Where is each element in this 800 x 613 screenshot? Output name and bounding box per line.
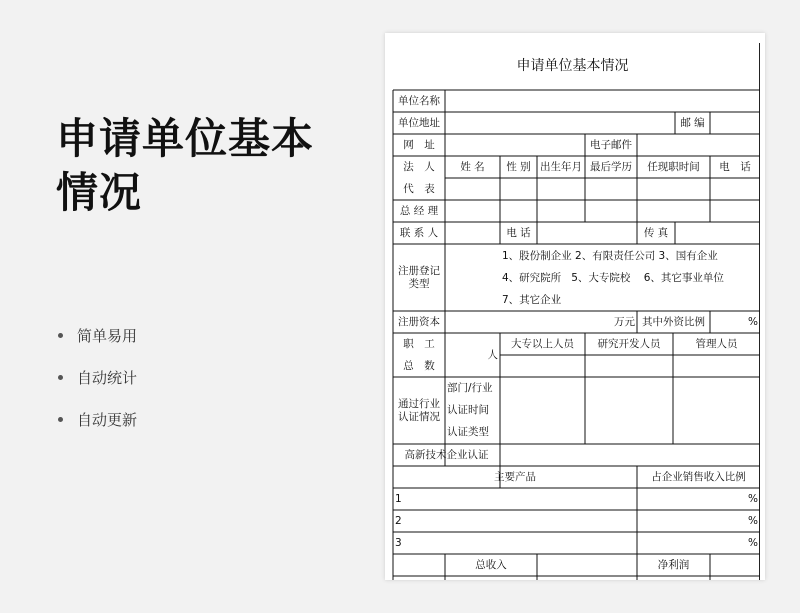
unit-name-label: 单位名称: [398, 94, 440, 107]
bullet-dot-icon: [58, 333, 63, 338]
cert-type-label: 认证类型: [447, 425, 489, 438]
fax-label: 传 真: [643, 226, 669, 239]
feature-label: 自动统计: [77, 368, 138, 387]
rnd-header: 研究开发人员: [597, 337, 661, 350]
position-time-header: 任现职时间: [647, 160, 700, 173]
birth-header: 出生年月: [540, 160, 582, 173]
unit-address-label: 单位地址: [398, 116, 440, 129]
main-products-header: 主要产品: [494, 470, 536, 483]
feature-item: [58, 356, 137, 398]
bullet-dot-icon: [58, 375, 63, 380]
email-label: 电子邮件: [590, 138, 632, 151]
unit-name-field[interactable]: [445, 90, 760, 112]
product-row-number: 2: [395, 514, 402, 527]
total-income-label: 总收入: [475, 558, 507, 571]
feature-item: [58, 314, 137, 356]
ren-unit: 人: [487, 348, 498, 361]
name-header: 姓 名: [460, 160, 485, 173]
hitech-label: 高新技术企业认证: [404, 448, 489, 461]
cert-label: 通过行业 认证情况: [398, 397, 440, 423]
dept-label: 部门/行业: [447, 381, 493, 394]
feature-label: 自动更新: [77, 410, 138, 429]
phone-header: 电 话: [719, 160, 751, 173]
reg-option-line: 1、股份制企业 2、有限责任公司 3、国有企业: [502, 249, 718, 262]
reg-option-line: 7、其它企业: [502, 293, 562, 306]
percent-unit: %: [748, 315, 758, 328]
product-percent-unit: %: [748, 536, 758, 549]
contact-phone-label: 电 话: [506, 226, 531, 239]
legal-rep-label: 法 人: [403, 160, 435, 173]
form-title: 申请单位基本情况: [516, 58, 629, 74]
unit-address-field[interactable]: [445, 112, 675, 134]
product-row-number: 3: [395, 536, 402, 549]
gender-header: 性 别: [506, 160, 531, 173]
feature-item: [58, 398, 137, 440]
reg-option-line: 4、研究院所 5、大专院校 6、其它事业单位: [502, 271, 724, 284]
reg-capital-label: 注册资本: [398, 315, 440, 328]
slide-title: 申请单位基本情况: [56, 114, 315, 217]
form-document: [385, 33, 765, 580]
staff-label: 职 工: [403, 337, 435, 350]
website-label: 网 址: [403, 138, 435, 151]
bullet-dot-icon: [58, 417, 63, 422]
staff-label: 总 数: [403, 359, 435, 372]
cert-time-label: 认证时间: [447, 403, 489, 416]
postcode-field[interactable]: [710, 112, 760, 134]
net-profit-label: 净利润: [657, 558, 690, 571]
general-manager-label: 总 经 理: [399, 204, 439, 217]
college-header: 大专以上人员: [511, 337, 574, 350]
postcode-label: 邮 编: [680, 116, 705, 129]
legal-rep-label: 代 表: [403, 182, 435, 195]
foreign-ratio-label: 其中外资比例: [642, 315, 705, 328]
feature-list: [58, 314, 137, 440]
wan-yuan-unit: 万元: [614, 315, 635, 328]
product-row-number: 1: [395, 492, 402, 505]
contact-label: 联 系 人: [399, 226, 439, 239]
product-percent-unit: %: [748, 514, 758, 527]
reg-type-label: 注册登记 类型: [398, 264, 440, 290]
feature-label: 简单易用: [77, 326, 138, 345]
product-percent-unit: %: [748, 492, 758, 505]
website-field[interactable]: [445, 134, 585, 156]
education-header: 最后学历: [590, 160, 632, 173]
sales-ratio-header: 占企业销售收入比例: [651, 470, 746, 483]
mgmt-header: 管理人员: [695, 337, 738, 350]
email-field[interactable]: [637, 134, 760, 156]
